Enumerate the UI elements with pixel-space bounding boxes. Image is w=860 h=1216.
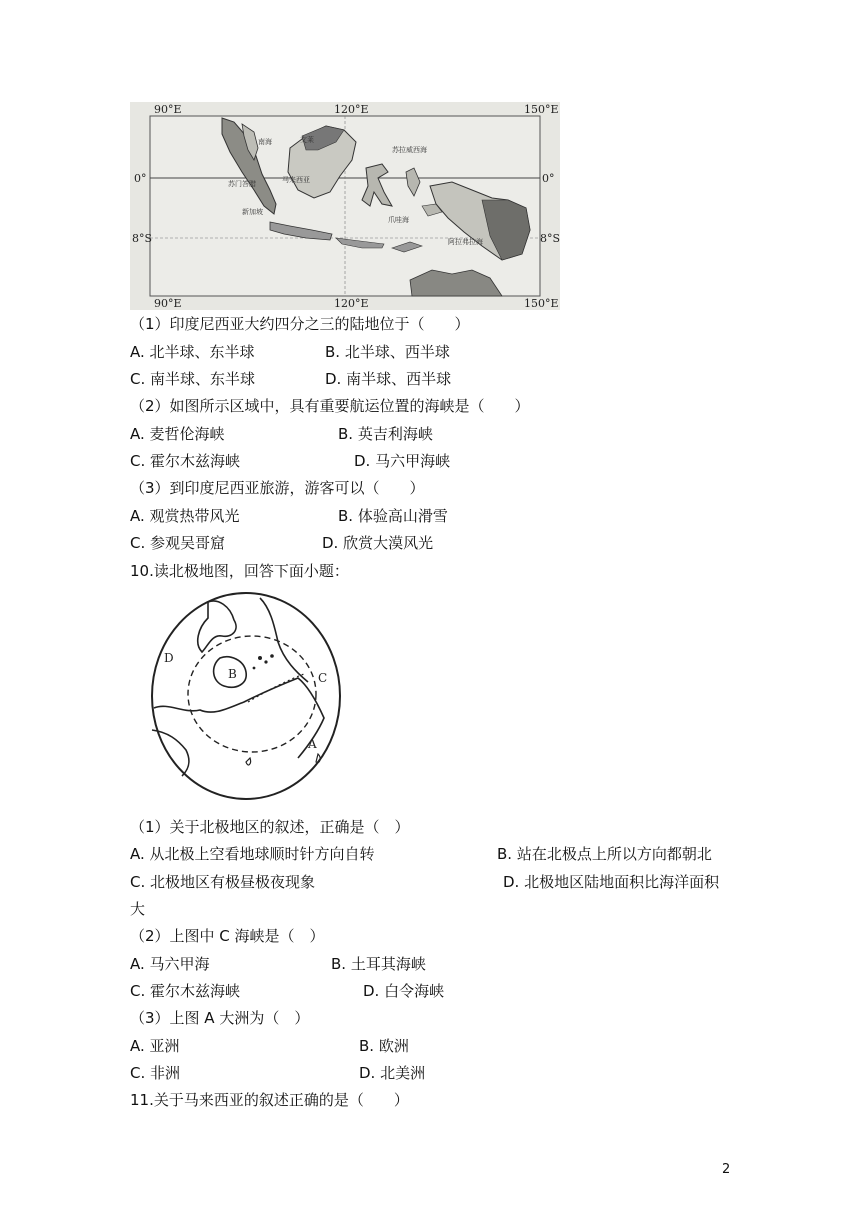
arctic-label-c: C: [318, 671, 328, 685]
lat-label-left-0: 0°: [134, 172, 147, 185]
arctic-label-d: D: [164, 651, 174, 665]
svg-text:阿拉弗拉海: 阿拉弗拉海: [448, 238, 483, 246]
q9-sub3-option-d: D. 欣赏大漠风光: [322, 534, 434, 552]
indonesia-map: [130, 102, 560, 310]
q10-title: 10.读北极地图，回答下面小题：: [130, 562, 349, 580]
arctic-map: [148, 590, 344, 804]
q10-sub3-option-d: D. 北美洲: [359, 1064, 426, 1082]
q10-sub2-option-b: B. 土耳其海峡: [331, 955, 426, 973]
q10-sub2-stem: （2）上图中 C 海峡是（ ）: [130, 927, 325, 945]
lon-label-top-120: 120°E: [334, 103, 369, 116]
svg-text:爪哇海: 爪哇海: [388, 216, 409, 224]
q10-sub2-option-c: C. 霍尔木兹海峡: [130, 982, 241, 1000]
lat-label-right-0: 0°: [542, 172, 555, 185]
lon-label-top-150: 150°E: [524, 103, 559, 116]
svg-text:苏拉威西海: 苏拉威西海: [392, 146, 427, 154]
q9-sub1-stem: （1）印度尼西亚大约四分之三的陆地位于（ ）: [130, 315, 470, 333]
q9-sub2-option-c: C. 霍尔木兹海峡: [130, 452, 241, 470]
q10-sub3-option-c: C. 非洲: [130, 1064, 181, 1082]
lon-label-bottom-150: 150°E: [524, 297, 559, 310]
lat-label-left-8s: 8°S: [132, 232, 153, 245]
q10-sub1-option-c: C. 北极地区有极昼极夜现象: [130, 873, 316, 891]
lat-label-right-8s: 8°S: [540, 232, 560, 245]
q10-sub2-option-a: A. 马六甲海: [130, 955, 210, 973]
q9-sub3-stem: （3）到印度尼西亚旅游，游客可以（ ）: [130, 479, 425, 497]
q10-sub1-option-a: A. 从北极上空看地球顺时针方向自转: [130, 845, 375, 863]
svg-text:南海: 南海: [258, 138, 272, 146]
svg-text:文莱: 文莱: [300, 136, 314, 144]
q9-sub1-option-b: B. 北半球、西半球: [325, 343, 450, 361]
arctic-label-a: A: [308, 737, 317, 751]
q9-sub1-option-a: A. 北半球、东半球: [130, 343, 255, 361]
q10-sub1-option-d-wrap: 大: [130, 900, 146, 918]
q10-sub1-option-d: D. 北极地区陆地面积比海洋面积: [503, 873, 720, 891]
svg-text:新加坡: 新加坡: [242, 208, 263, 216]
q10-sub3-option-a: A. 亚洲: [130, 1037, 180, 1055]
q10-sub3-stem: （3）上图 A 大洲为（ ）: [130, 1009, 310, 1027]
q9-sub3-option-a: A. 观赏热带风光: [130, 507, 240, 525]
q10-sub3-option-b: B. 欧洲: [359, 1037, 409, 1055]
q9-sub2-stem: （2）如图所示区域中，具有重要航运位置的海峡是（ ）: [130, 397, 530, 415]
svg-text:苏门答腊: 苏门答腊: [228, 180, 256, 188]
q10-sub1-option-b: B. 站在北极点上所以方向都朝北: [497, 845, 712, 863]
lon-label-bottom-120: 120°E: [334, 297, 369, 310]
q9-sub1-option-c: C. 南半球、东半球: [130, 370, 256, 388]
q9-sub1-option-d: D. 南半球、西半球: [325, 370, 452, 388]
svg-text:马来西亚: 马来西亚: [282, 176, 310, 184]
q10-sub1-stem: （1）关于北极地区的叙述，正确是（ ）: [130, 818, 410, 836]
q9-sub3-option-b: B. 体验高山滑雪: [338, 507, 448, 525]
q10-sub2-option-d: D. 白令海峡: [363, 982, 445, 1000]
q9-sub3-option-c: C. 参观吴哥窟: [130, 534, 226, 552]
q9-sub2-option-b: B. 英吉利海峡: [338, 425, 433, 443]
q11-stem: 11.关于马来西亚的叙述正确的是（ ）: [130, 1091, 409, 1109]
q9-sub2-option-d: D. 马六甲海峡: [354, 452, 451, 470]
lon-label-bottom-90: 90°E: [154, 297, 182, 310]
page-number: 2: [722, 1162, 731, 1177]
q9-sub2-option-a: A. 麦哲伦海峡: [130, 425, 225, 443]
lon-label-top-90: 90°E: [154, 103, 182, 116]
arctic-label-b: B: [228, 667, 237, 681]
